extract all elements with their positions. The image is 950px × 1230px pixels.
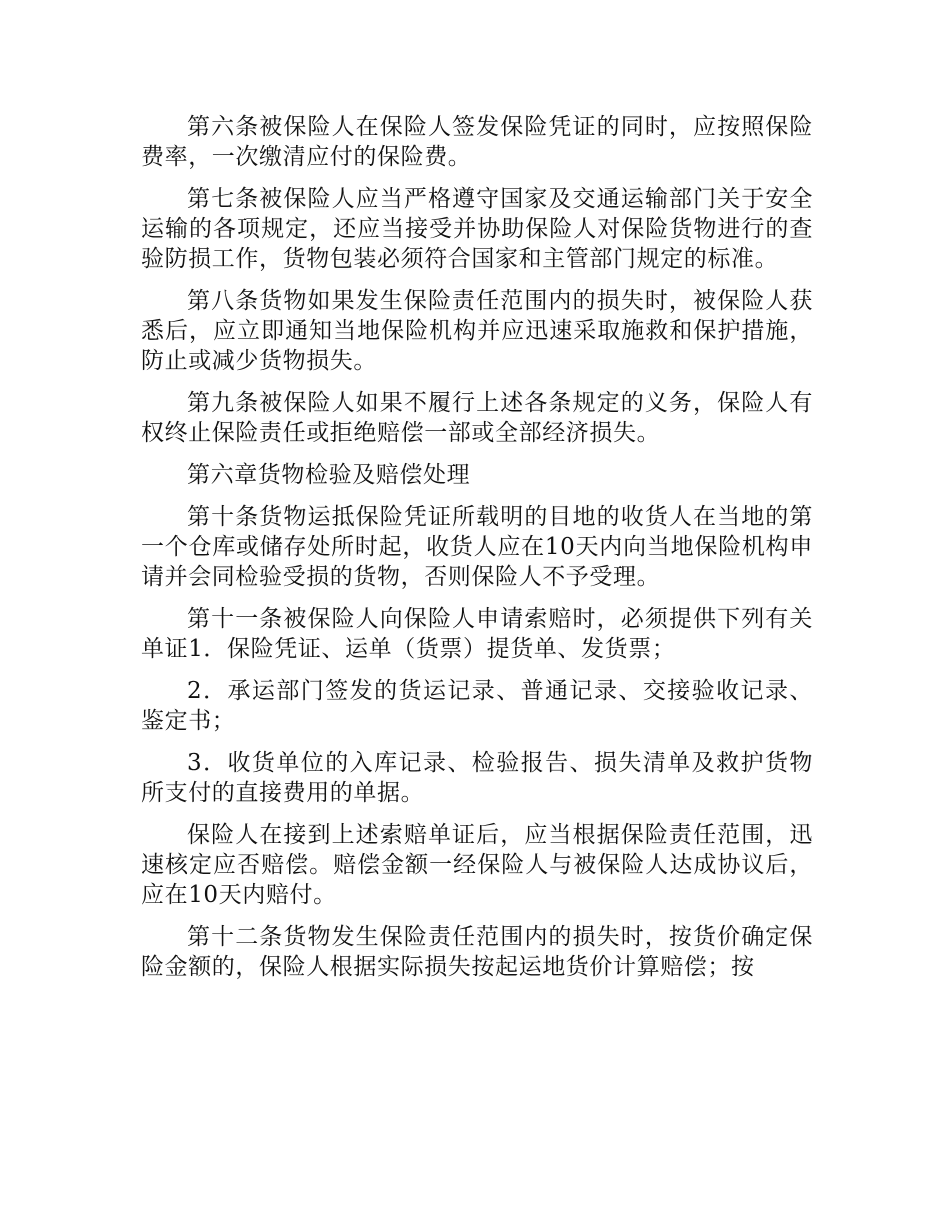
article-6-paragraph: 第六条被保险人在保险人签发保险凭证的同时，应按照保险费率，一次缴清应付的保险费。	[141, 114, 813, 170]
article-9-paragraph: 第九条被保险人如果不履行上述各条规定的义务，保险人有权终止保险责任或拒绝赔偿一部或全部经济损失。	[141, 390, 813, 446]
article-10-paragraph: 第十条货物运抵保险凭证所载明的目地的收货人在当地的第一个仓库或储存处所时起，收货人应在10天内向当地保险机构申请并会同检验受损的货物，否则保险人不予受理。	[141, 504, 813, 590]
article-11-item-2: 2．承运部门签发的货运记录、普通记录、交接验收记录、鉴定书；	[141, 678, 813, 734]
chapter-6-heading: 第六章货物检验及赔偿处理	[187, 462, 471, 488]
article-7-paragraph: 第七条被保险人应当严格遵守国家及交通运输部门关于安全运输的各项规定，还应当接受并协助保险人对保险货物进行的查验防损工作，货物包装必须符合国家和主管部门规定的标准。	[141, 186, 813, 272]
article-11-paragraph: 第十一条被保险人向保险人申请索赔时，必须提供下列有关单证1．保险凭证、运单（货票）提货单、发货票；	[141, 606, 813, 662]
claim-settlement-paragraph: 保险人在接到上述索赔单证后，应当根据保险责任范围，迅速核定应否赔偿。赔偿金额一经保险人与被保险人达成协议后，应在10天内赔付。	[141, 822, 813, 908]
document-body	[141, 112, 813, 994]
article-12-paragraph: 第十二条货物发生保险责任范围内的损失时，按货价确定保险金额的，保险人根据实际损失按起运地货价计算赔偿；按	[141, 924, 813, 980]
article-11-item-3: 3．收货单位的入库记录、检验报告、损失清单及救护货物所支付的直接费用的单据。	[141, 750, 813, 806]
article-8-paragraph: 第八条货物如果发生保险责任范围内的损失时，被保险人获悉后，应立即通知当地保险机构并应迅速采取施救和保护措施，防止或减少货物损失。	[141, 288, 813, 374]
